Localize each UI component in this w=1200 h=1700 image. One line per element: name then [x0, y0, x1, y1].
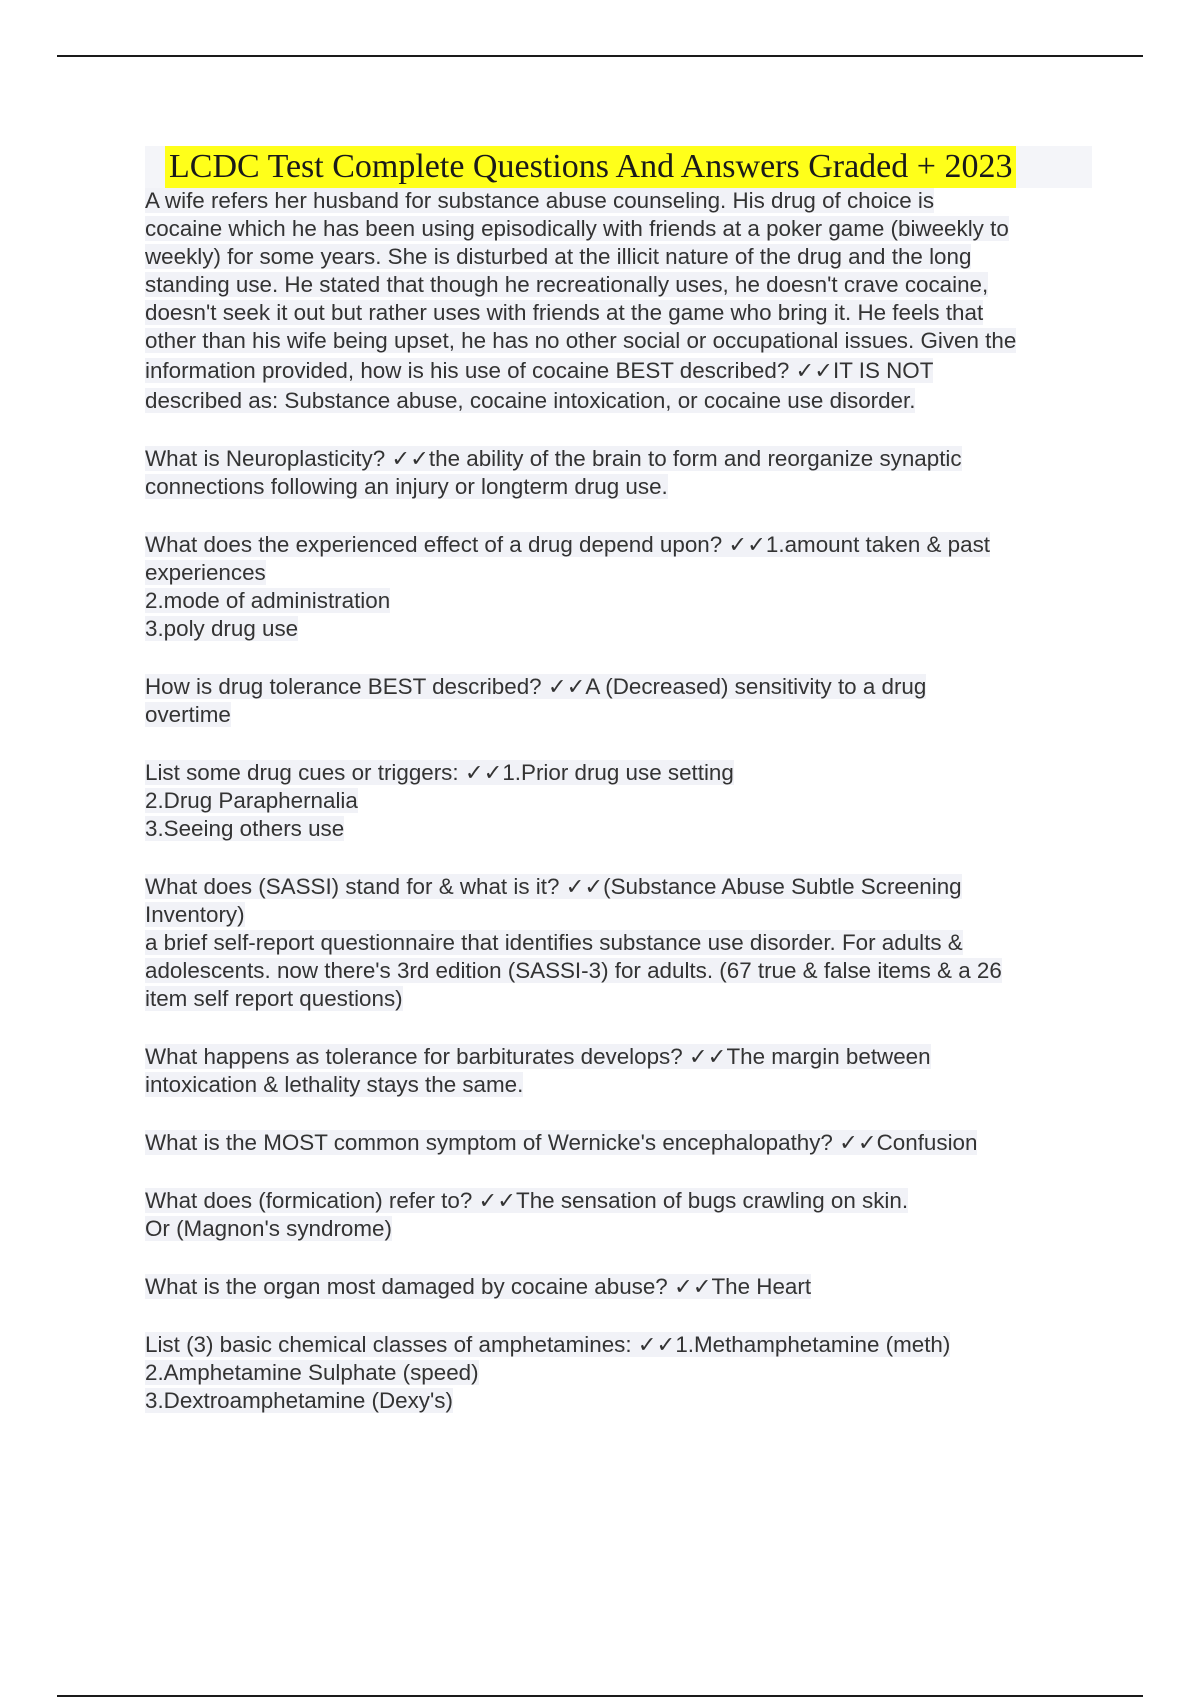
qa-line: What happens as tolerance for barbiturates develops? ✓✓The margin between — [145, 1044, 931, 1069]
qa-line: weekly) for some years. She is disturbed at the illicit nature of the drug and the long — [145, 244, 972, 269]
qa-item — [145, 1331, 1095, 1415]
qa-line: 2.Drug Paraphernalia — [145, 788, 358, 813]
qa-line: described as: Substance abuse, cocaine intoxication, or cocaine use disorder. — [145, 388, 916, 413]
title-band — [145, 146, 1092, 188]
qa-line: What is the organ most damaged by cocaine abuse? ✓✓The Heart — [145, 1274, 812, 1299]
qa-item — [145, 673, 1095, 729]
qa-line: 3.Dextroamphetamine (Dexy's) — [145, 1388, 453, 1413]
qa-line: Or (Magnon's syndrome) — [145, 1216, 392, 1241]
qa-item — [145, 187, 1095, 415]
qa-line: standing use. He stated that though he recreationally uses, he doesn't crave cocaine, — [145, 272, 989, 297]
qa-line: A wife refers her husband for substance abuse counseling. His drug of choice is — [145, 188, 935, 213]
qa-line: What is the MOST common symptom of Wernicke's encephalopathy? ✓✓Confusion — [145, 1130, 978, 1155]
qa-line: experiences — [145, 560, 266, 585]
qa-item — [145, 1187, 1095, 1243]
qa-line: information provided, how is his use of cocaine BEST described? ✓✓IT IS NOT — [145, 358, 934, 383]
qa-line: How is drug tolerance BEST described? ✓✓A (Decreased) sensitivity to a drug — [145, 674, 927, 699]
qa-line: What is Neuroplasticity? ✓✓the ability of the brain to form and reorganize synaptic — [145, 446, 962, 471]
qa-line: What does the experienced effect of a drug depend upon? ✓✓1.amount taken & past — [145, 532, 990, 557]
qa-item — [145, 873, 1095, 1013]
qa-item — [145, 445, 1095, 501]
qa-line: cocaine which he has been using episodically with friends at a poker game (biweekly to — [145, 216, 1009, 241]
qa-line: 3.poly drug use — [145, 616, 299, 641]
qa-line: Inventory) — [145, 902, 245, 927]
qa-line: item self report questions) — [145, 986, 403, 1011]
qa-item — [145, 531, 1095, 643]
qa-line: other than his wife being upset, he has no other social or occupational issues. Given the — [145, 328, 1017, 353]
top-rule — [57, 55, 1143, 57]
bottom-rule — [57, 1695, 1143, 1697]
qa-line: overtime — [145, 702, 231, 727]
qa-line: What does (SASSI) stand for & what is it? ✓✓(Substance Abuse Subtle Screening — [145, 874, 962, 899]
qa-line: connections following an injury or longterm drug use. — [145, 474, 668, 499]
qa-item — [145, 1043, 1095, 1099]
qa-line: doesn't seek it out but rather uses with friends at the game who bring it. He feels that — [145, 300, 984, 325]
qa-list — [145, 187, 1095, 1445]
document-title: LCDC Test Complete Questions And Answers Graded + 2023 — [165, 146, 1016, 188]
qa-line: What does (formication) refer to? ✓✓The sensation of bugs crawling on skin. — [145, 1188, 909, 1213]
qa-line: List some drug cues or triggers: ✓✓1.Prior drug use setting — [145, 760, 734, 785]
qa-line: List (3) basic chemical classes of amphetamines: ✓✓1.Methamphetamine (meth) — [145, 1332, 951, 1357]
qa-item — [145, 1129, 1095, 1157]
qa-line: 2.Amphetamine Sulphate (speed) — [145, 1360, 479, 1385]
qa-line: 2.mode of administration — [145, 588, 391, 613]
qa-item — [145, 1273, 1095, 1301]
qa-line: adolescents. now there's 3rd edition (SASSI-3) for adults. (67 true & false items & a 26 — [145, 958, 1002, 983]
qa-item — [145, 759, 1095, 843]
qa-line: intoxication & lethality stays the same. — [145, 1072, 524, 1097]
qa-line: 3.Seeing others use — [145, 816, 345, 841]
qa-line: a brief self-report questionnaire that identifies substance use disorder. For adults & — [145, 930, 963, 955]
